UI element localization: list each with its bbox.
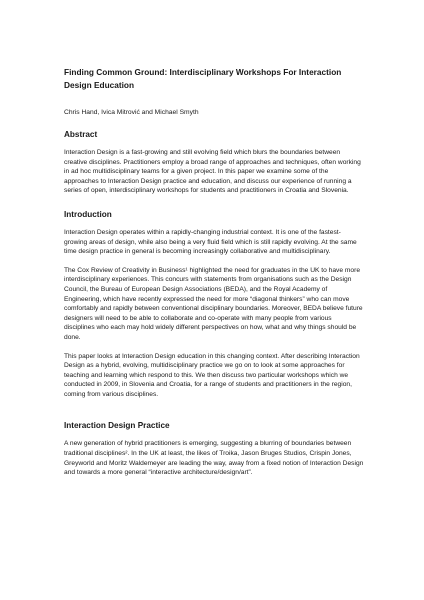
- practice-heading: Interaction Design Practice: [64, 421, 170, 431]
- paper-authors: Chris Hand, Ivica Mitrović and Michael Smyth: [64, 109, 199, 116]
- paper-title: Finding Common Ground: Interdisciplinary Workshops For Interaction Design Education: [64, 67, 342, 90]
- abstract-text: Interaction Design is a fast-growing and still evolving field which blurs the boundaries between creative disciplines. Practitioners employ a broad range of approaches and techniques, often working in ad hoc multidisciplinary teams for a given project. In this paper we examine some of the approaches to Interaction Design practice and education, and discuss our experience of running a series of open, interdisciplinary workshops for students and practitioners in Croatia and Slovenia.: [64, 149, 361, 195]
- practice-section: [64, 421, 364, 477]
- introduction-paragraph: This paper looks at Interaction Design education in this changing context. After describing Interaction Design as a hybrid, evolving, multidisciplinary practice we go on to look at some approaches for teaching and learning which respond to this. We then discuss two particular workshops which we conducted in 2009, in Slovenia and Croatia, for a range of students and practitioners in the region, coming from various disciplines.: [64, 352, 360, 398]
- introduction-heading: Introduction: [64, 209, 112, 219]
- abstract-heading: Abstract: [64, 130, 98, 139]
- introduction-paragraph: Interaction Design operates within a rapidly-changing industrial context. It is one of the fastest-growing areas of design, while also being a very fluid field which is still rapidly evolving. At the same time design practice in general is becoming increasingly collaborative and multidisciplinary.: [64, 228, 357, 256]
- paper-page: [64, 66, 364, 492]
- abstract-section: [64, 130, 364, 196]
- introduction-section: [64, 210, 364, 400]
- introduction-paragraph: The Cox Review of Creativity in Business¹ highlighted the need for graduates in the UK to have more interdisciplinary experiences. This concurs with statements from organisations such as the Design Council, the Bureau of European Design Associations (BEDA), and the Royal Academy of Engineering, which have recently expressed the need for more “diagonal thinkers” who can move comfortably and rapidly between conventional disciplinary boundaries. Moreover, BEDA believe future designers will need to be able to collaborate and co-operate with many people from various disciplines who each may hold widely different perspectives on how, what and why things should be done.: [64, 266, 363, 341]
- practice-paragraph: A new generation of hybrid practitioners is emerging, suggesting a blurring of boundaries between traditional disciplines². In the UK at least, the likes of Troika, Jason Bruges Studios, Crispin Jones, Greyworld and Moritz Waldemeyer are leading the way, away from a fixed notion of Interaction Design and towards a more general “interactive architecture/design/art”.: [64, 440, 364, 477]
